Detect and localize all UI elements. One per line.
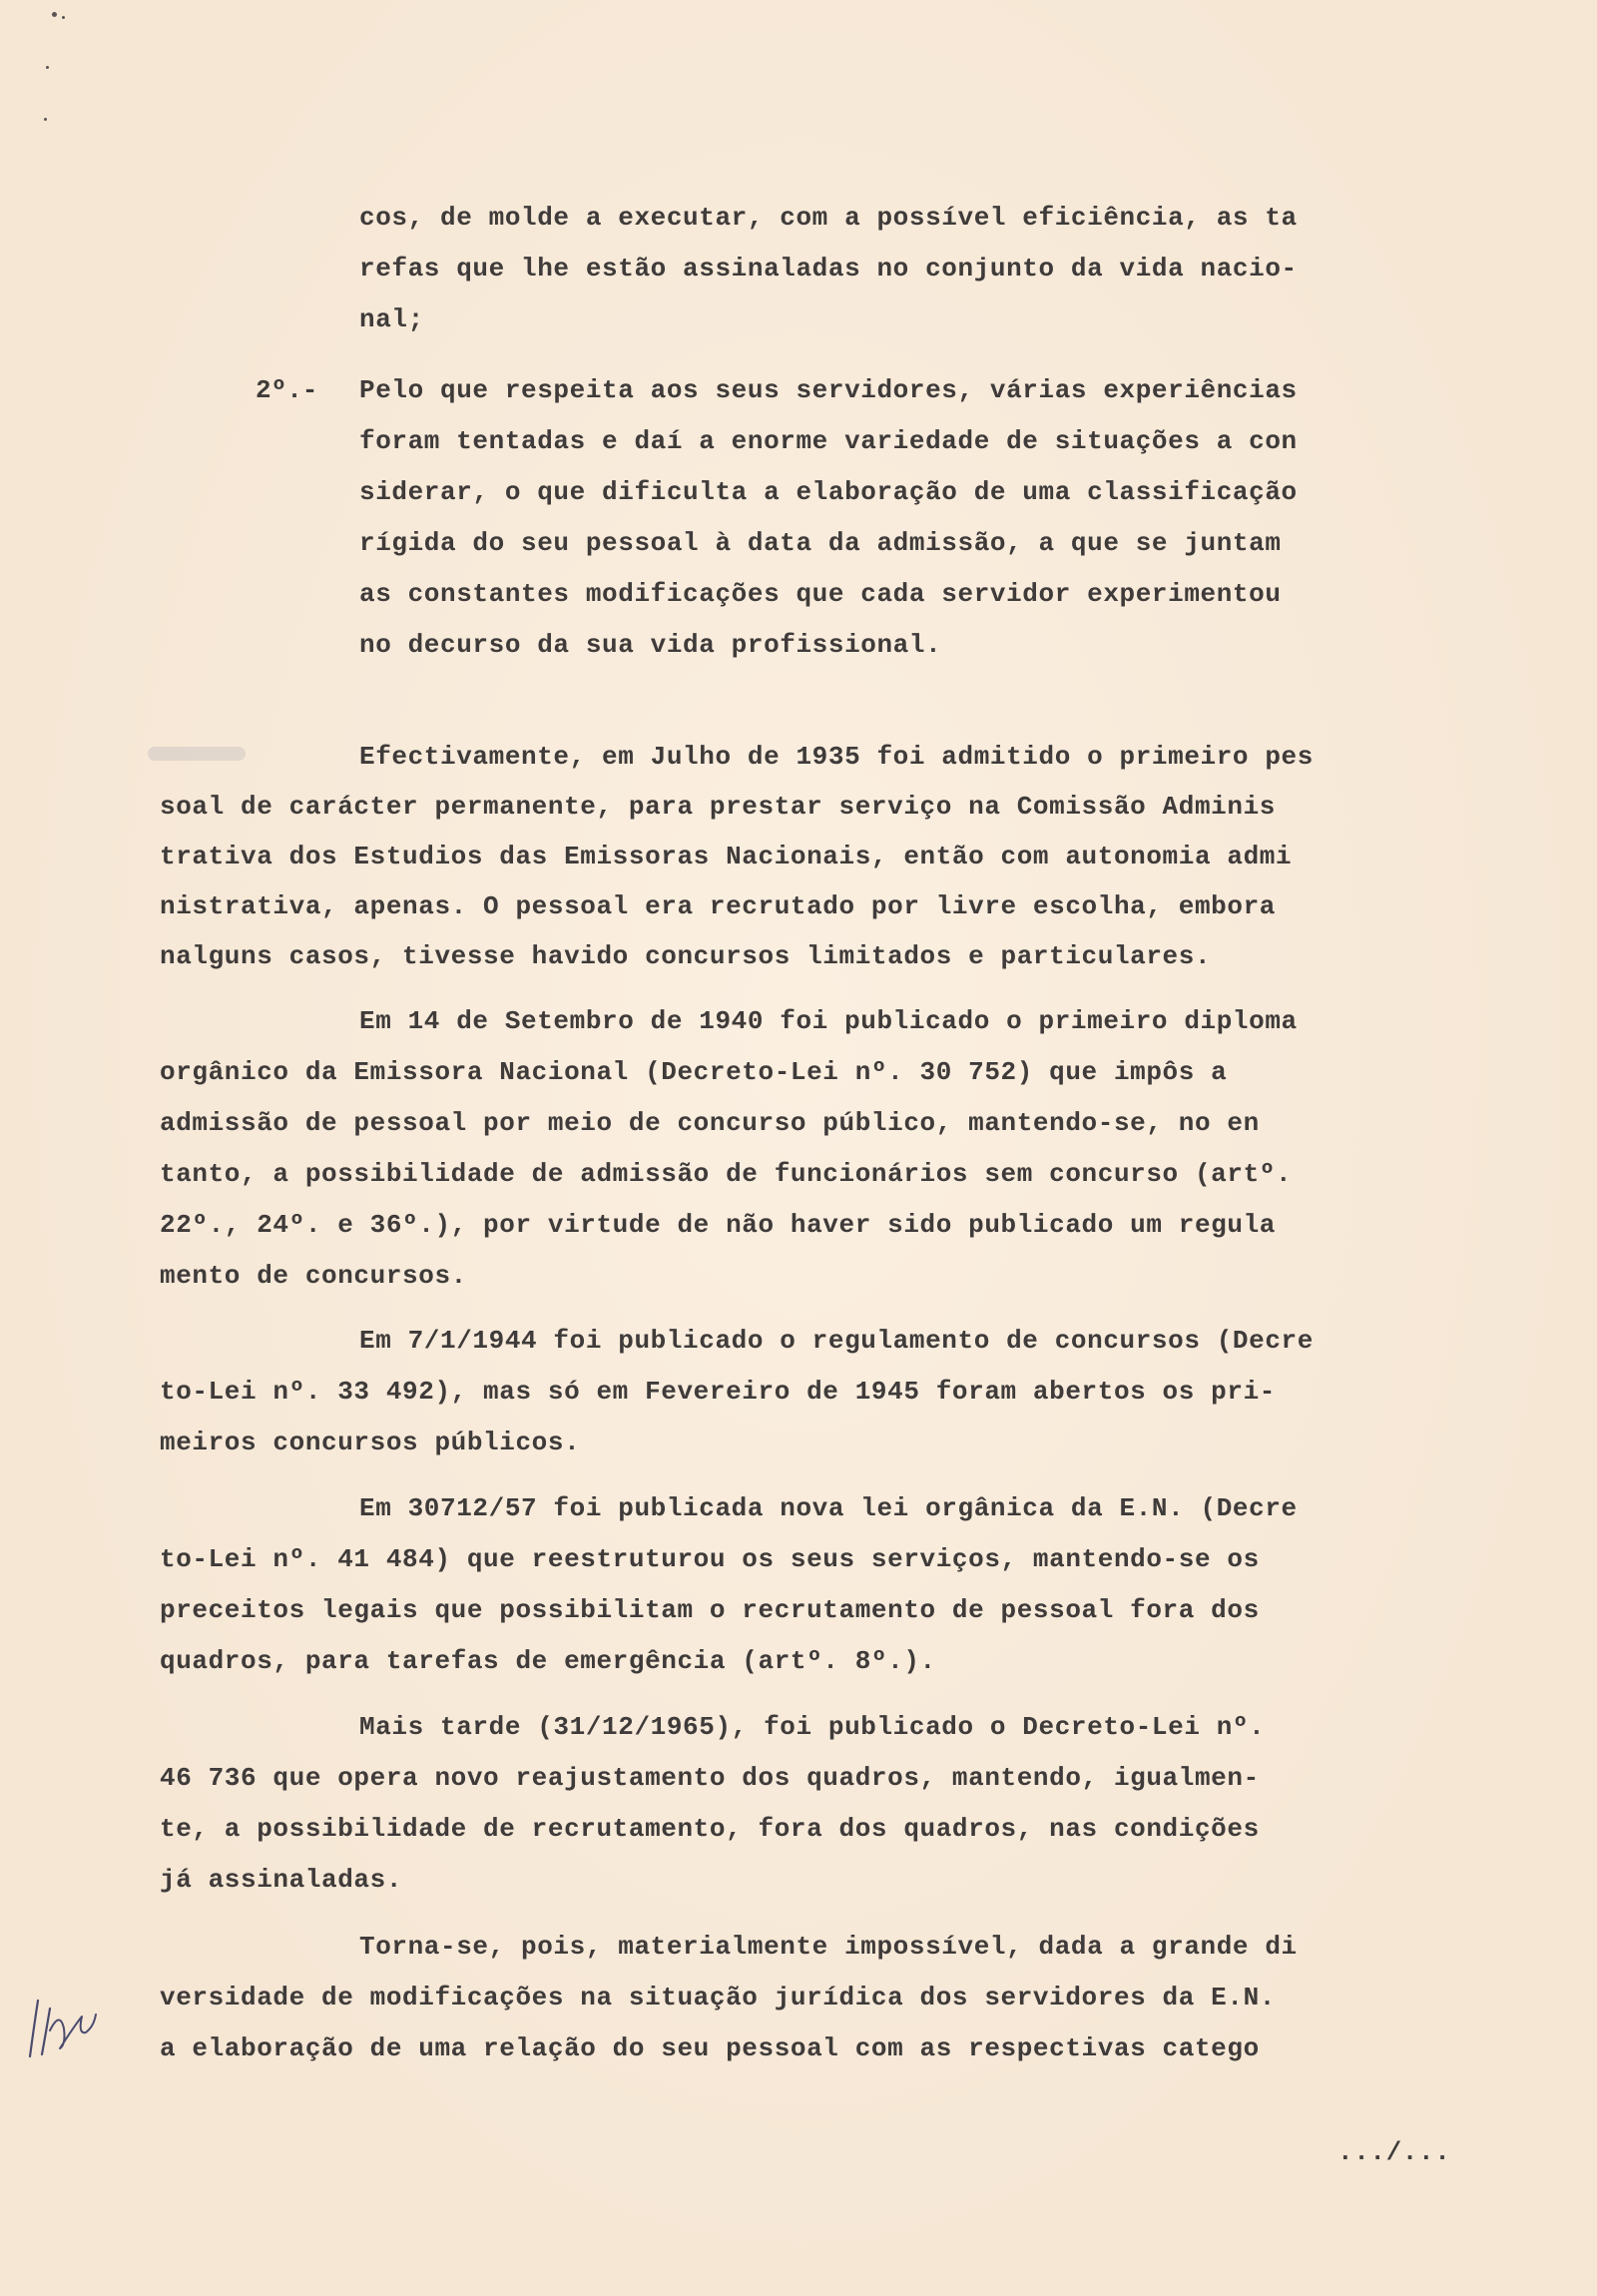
item-2-line: rígida do seu pessoal à data da admissão, a que se juntam xyxy=(359,528,1282,558)
paragraph-2-line: 22º., 24º. e 36º.), por virtude de não haver sido publicado um regula xyxy=(160,1210,1276,1240)
paragraph-2-line: admissão de pessoal por meio de concurso público, mantendo-se, no en xyxy=(160,1108,1260,1138)
ink-speck xyxy=(62,16,65,19)
intro-line: cos, de molde a executar, com a possível eficiência, as ta xyxy=(359,203,1298,233)
paragraph-2-line: orgânico da Emissora Nacional (Decreto-Lei nº. 30 752) que impôs a xyxy=(160,1057,1228,1087)
paragraph-2-line: Em 14 de Setembro de 1940 foi publicado o primeiro diploma xyxy=(359,1006,1298,1036)
paragraph-5-line: Mais tarde (31/12/1965), foi publicado o Decreto-Lei nº. xyxy=(359,1712,1266,1742)
ink-speck xyxy=(46,66,49,69)
paragraph-3-line: to-Lei nº. 33 492), mas só em Fevereiro de 1945 foram abertos os pri- xyxy=(160,1377,1276,1407)
paragraph-1-line: Efectivamente, em Julho de 1935 foi admitido o primeiro pes xyxy=(359,742,1314,772)
paragraph-1-line: trativa dos Estudios das Emissoras Nacionais, então com autonomia admi xyxy=(160,842,1293,871)
paragraph-4-line: quadros, para tarefas de emergência (artº. 8º.). xyxy=(160,1646,936,1676)
paragraph-6-line: a elaboração de uma relação do seu pessoal com as respectivas catego xyxy=(160,2033,1260,2063)
item-2-line: foram tentadas e daí a enorme variedade de situações a con xyxy=(359,426,1298,456)
item-2-line: Pelo que respeita aos seus servidores, várias experiências xyxy=(359,375,1298,405)
handwritten-initials xyxy=(20,1987,110,2076)
paragraph-4-line: preceitos legais que possibilitam o recrutamento de pessoal fora dos xyxy=(160,1595,1260,1625)
paragraph-5-line: 46 736 que opera novo reajustamento dos quadros, mantendo, igualmen- xyxy=(160,1763,1260,1793)
correction-smudge xyxy=(148,747,246,761)
paragraph-1-line: nistrativa, apenas. O pessoal era recrutado por livre escolha, embora xyxy=(160,891,1276,921)
paragraph-6-line: Torna-se, pois, materialmente impossível, dada a grande di xyxy=(359,1932,1298,1962)
paragraph-3-line: meiros concursos públicos. xyxy=(160,1428,581,1457)
paragraph-3-line: Em 7/1/1944 foi publicado o regulamento de concursos (Decre xyxy=(359,1326,1314,1356)
paragraph-2-line: mento de concursos. xyxy=(160,1261,467,1291)
item-2-line: siderar, o que dificulta a elaboração de uma classificação xyxy=(359,477,1298,507)
paragraph-6-line: versidade de modificações na situação jurídica dos servidores da E.N. xyxy=(160,1983,1276,2012)
item-2-marker: 2º.- xyxy=(256,375,318,405)
continuation-mark: .../... xyxy=(1337,2137,1451,2167)
paragraph-2-line: tanto, a possibilidade de admissão de funcionários sem concurso (artº. xyxy=(160,1159,1293,1189)
item-2-line: as constantes modificações que cada servidor experimentou xyxy=(359,579,1282,609)
paragraph-4-line: to-Lei nº. 41 484) que reestruturou os seus serviços, mantendo-se os xyxy=(160,1544,1260,1574)
paragraph-5-line: já assinaladas. xyxy=(160,1865,403,1895)
item-2-line: no decurso da sua vida profissional. xyxy=(359,630,942,660)
intro-line: nal; xyxy=(359,304,424,334)
ink-speck xyxy=(44,118,47,121)
paragraph-1-line: nalguns casos, tivesse havido concursos limitados e particulares. xyxy=(160,941,1212,971)
paragraph-5-line: te, a possibilidade de recrutamento, fora dos quadros, nas condições xyxy=(160,1814,1260,1844)
paragraph-4-line: Em 30712/57 foi publicada nova lei orgânica da E.N. (Decre xyxy=(359,1493,1298,1523)
intro-line: refas que lhe estão assinaladas no conjunto da vida nacio- xyxy=(359,254,1298,284)
paragraph-1-line: soal de carácter permanente, para prestar serviço na Comissão Adminis xyxy=(160,792,1276,822)
ink-speck xyxy=(52,12,57,17)
